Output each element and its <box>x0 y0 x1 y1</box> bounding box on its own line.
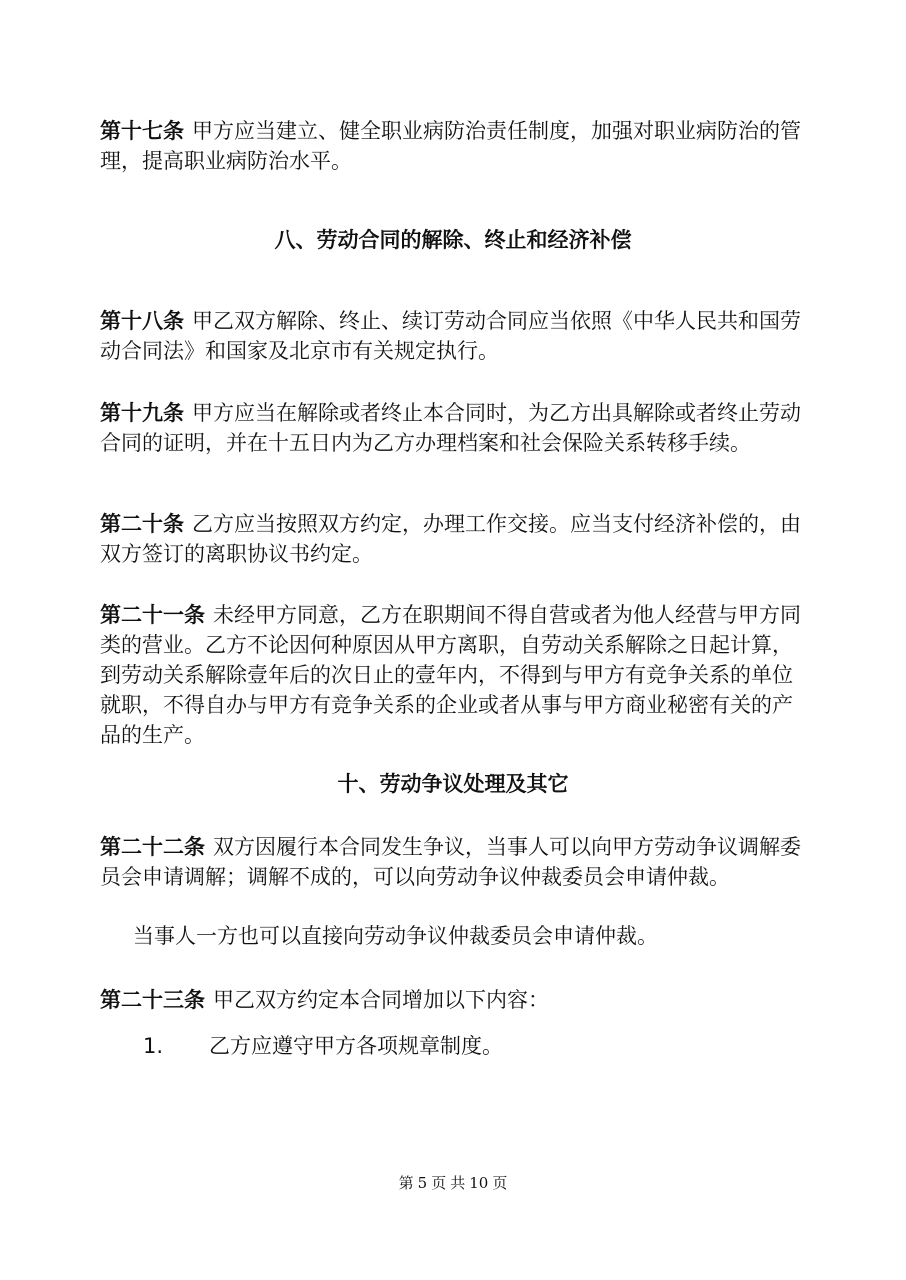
article-number: 第二十一条 <box>100 603 205 627</box>
footer-total-unit: 页 <box>492 1174 508 1192</box>
footer-total-word: 共 <box>450 1174 466 1192</box>
article-text: 甲方应当建立、健全职业病防治责任制度，加强对职业病防治的管理，提高职业病防治水平。 <box>100 119 801 173</box>
article-number: 第十八条 <box>100 309 184 333</box>
article-number: 第二十条 <box>100 512 184 536</box>
article-17 <box>100 116 812 176</box>
article-number: 第二十三条 <box>100 988 205 1012</box>
article-18 <box>100 306 812 366</box>
article-text: 甲方应当在解除或者终止本合同时，为乙方出具解除或者终止劳动合同的证明，并在十五日内为乙方办理档案和社会保险关系转移手续。 <box>100 401 801 455</box>
article-23 <box>100 985 812 1015</box>
section-heading-8: 八、劳动合同的解除、终止和经济补偿 <box>274 228 632 252</box>
article-text: 甲乙双方解除、终止、续订劳动合同应当依照《中华人民共和国劳动合同法》和国家及北京市有关规定执行。 <box>100 309 801 363</box>
article-22-note: 当事人一方也可以直接向劳动争议仲裁委员会申请仲裁。 <box>133 924 658 948</box>
article-text: 未经甲方同意，乙方在职期间不得自营或者为他人经营与甲方同类的营业。乙方不论因何种原因从甲方离职，自劳动关系解除之日起计算，到劳动关系解除壹年后的次日止的壹年内，不得到与甲方有竞争关系的单位就职，不得自办与甲方有竞争关系的企业或者从事与甲方商业秘密有关的产品的生产。 <box>100 603 801 747</box>
article-22 <box>100 832 812 892</box>
article-number: 第十九条 <box>100 401 184 425</box>
list-item-text: 乙方应遵守甲方各项规章制度。 <box>209 1034 503 1058</box>
page-footer <box>0 1172 906 1193</box>
article-number: 第十七条 <box>100 119 184 143</box>
footer-page-unit: 页 <box>431 1174 447 1192</box>
footer-page-number: 5 <box>417 1174 428 1192</box>
article-text: 双方因履行本合同发生争议，当事人可以向甲方劳动争议调解委员会申请调解；调解不成的，可以向劳动争议仲裁委员会申请仲裁。 <box>100 835 801 889</box>
footer-total-number: 10 <box>469 1174 489 1192</box>
article-21 <box>100 600 812 750</box>
article-19 <box>100 398 812 458</box>
list-item-number: 1. <box>143 1034 164 1058</box>
article-text: 乙方应当按照双方约定，办理工作交接。应当支付经济补偿的，由双方签订的离职协议书约定。 <box>100 512 801 566</box>
footer-page-word: 第 <box>398 1174 414 1192</box>
section-heading-10: 十、劳动争议处理及其它 <box>337 772 569 796</box>
article-text: 甲乙双方约定本合同增加以下内容： <box>213 988 549 1012</box>
article-number: 第二十二条 <box>100 835 205 859</box>
list-item <box>143 1030 503 1060</box>
article-20 <box>100 509 812 569</box>
